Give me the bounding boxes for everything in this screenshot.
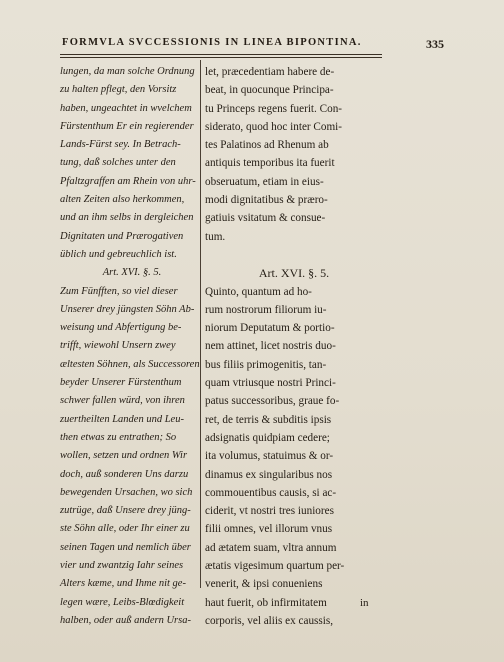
text-line: tes Palatinos ad Rhenum ab — [205, 139, 329, 152]
text-line: gatiuis vsitatum & consue- — [205, 212, 326, 225]
text-line: tum. — [205, 230, 226, 243]
text-line: ætatis vigesimum quartum per- — [205, 560, 345, 573]
text-line: ita volumus, statuimus & or- — [205, 450, 334, 463]
text-line: trifft, wiewohl Unsern zwey — [60, 340, 176, 352]
text-line: commouentibus causis, si ac- — [205, 486, 337, 499]
text-line: adsignatis quidpiam cedere; — [205, 431, 330, 444]
text-line: then etwas zu entrathen; So — [60, 431, 177, 443]
column-divider — [200, 60, 201, 588]
text-line: ciderit, vt nostri tres iuniores — [205, 505, 334, 518]
header-rule — [60, 54, 382, 55]
text-line: quam vtriusque nostri Princi- — [205, 377, 336, 390]
text-line: vier und zwantzig Iahr seines — [60, 560, 184, 572]
text-line: corporis, vel aliis ex caussis, — [205, 614, 334, 627]
text-line: bewegenden Ursachen, wo sich — [60, 486, 193, 498]
text-line: beat, in quocunque Principa- — [205, 84, 334, 97]
text-line: tu Princeps regens fuerit. Con- — [205, 102, 343, 115]
text-line: let, præcedentiam habere de- — [205, 66, 335, 78]
article-heading: Art. XVI. §. 5. — [102, 267, 162, 279]
text-line: weisung und Abfertigung be- — [60, 322, 182, 334]
text-line: obseruatum, etiam in eius- — [205, 175, 324, 188]
text-line: rum nostrorum filiorum iu- — [205, 303, 327, 316]
text-line: ret, de terris & subditis ipsis — [205, 413, 332, 426]
text-line: schwer fallen würd, von ihren — [60, 395, 185, 407]
text-line: Fürstenthum Er ein regierender — [60, 120, 194, 132]
text-line: wollen, setzen und ordnen Wir — [60, 450, 188, 462]
text-line: alten Zeiten also herkommen, — [60, 194, 185, 206]
text-line: Unserer drey jüngsten Söhn Ab- — [60, 303, 195, 315]
text-line: legen wære, Leibs-Blœdigkeit — [60, 596, 185, 608]
text-line: lungen, da man solche Ordnung — [60, 66, 195, 77]
text-line: haut fuerit, ob infirmitatem — [205, 596, 327, 609]
text-line: æltesten Söhnen, als Successoren — [60, 358, 200, 370]
text-line: ad ætatem suam, vltra annum — [205, 541, 337, 554]
latin-column — [205, 63, 383, 630]
text-line: zutrüge, daß Unsere drey jüng- — [60, 505, 191, 517]
text-line: doch, auß sonderen Uns darzu — [60, 468, 189, 480]
text-line: modi dignitatibus & præro- — [205, 194, 328, 207]
text-line: seinen Tagen und nemlich über — [60, 541, 191, 553]
text-line: venerit, & ipsi conueniens — [205, 578, 323, 591]
text-line: und an ihm selbs in dergleichen — [60, 212, 194, 224]
text-line: bus filiis primogenitis, tan- — [205, 358, 327, 371]
text-line: zu halten pflegt, den Vorsitz — [60, 84, 177, 96]
text-line: haben, ungeachtet in wvelchem — [60, 102, 192, 114]
text-line: niorum Deputatum & portio- — [205, 322, 335, 335]
text-line: Lands-Fürst sey. In Betrach- — [60, 139, 181, 151]
text-line: Zum Fünfften, so viel dieser — [60, 285, 178, 297]
text-line: antiquis temporibus ita fuerit — [205, 157, 335, 170]
page-number: 335 — [426, 37, 444, 51]
text-line: halben, oder auß andern Ursa- — [60, 614, 191, 626]
text-line: üblich und gebreuchlich ist. — [60, 248, 177, 260]
catchword: in — [360, 597, 369, 609]
header-rule-double — [60, 57, 382, 58]
german-column — [60, 63, 200, 630]
article-heading: Art. XVI. §. 5. — [258, 266, 330, 281]
text-line: Pfaltzgraffen am Rhein von uhr- — [60, 175, 196, 187]
text-line: Alters kæme, und Ihme nit ge- — [60, 578, 186, 590]
text-line: siderato, quod hoc inter Comi- — [205, 120, 343, 133]
text-line: beyder Unserer Fürstenthum — [60, 377, 182, 389]
text-line: tung, daß solches unter den — [60, 157, 176, 169]
text-line: Quinto, quantum ad ho- — [205, 285, 312, 298]
text-line: ste Söhn alle, oder Ihr einer zu — [60, 523, 190, 535]
text-line: patus successoribus, graue fo- — [205, 395, 340, 408]
text-line: nem attinet, licet nostris duo- — [205, 340, 336, 353]
text-line: Dignitaten und Prærogativen — [60, 230, 184, 242]
running-title: FORMVLA SVCCESSIONIS IN LINEA BIPONTINA. — [62, 37, 362, 48]
text-line: dinamus ex singularibus nos — [205, 468, 333, 481]
text-line: filii omnes, vel illorum vnus — [205, 523, 333, 536]
text-line: zuertheilten Landen und Leu- — [60, 413, 184, 425]
